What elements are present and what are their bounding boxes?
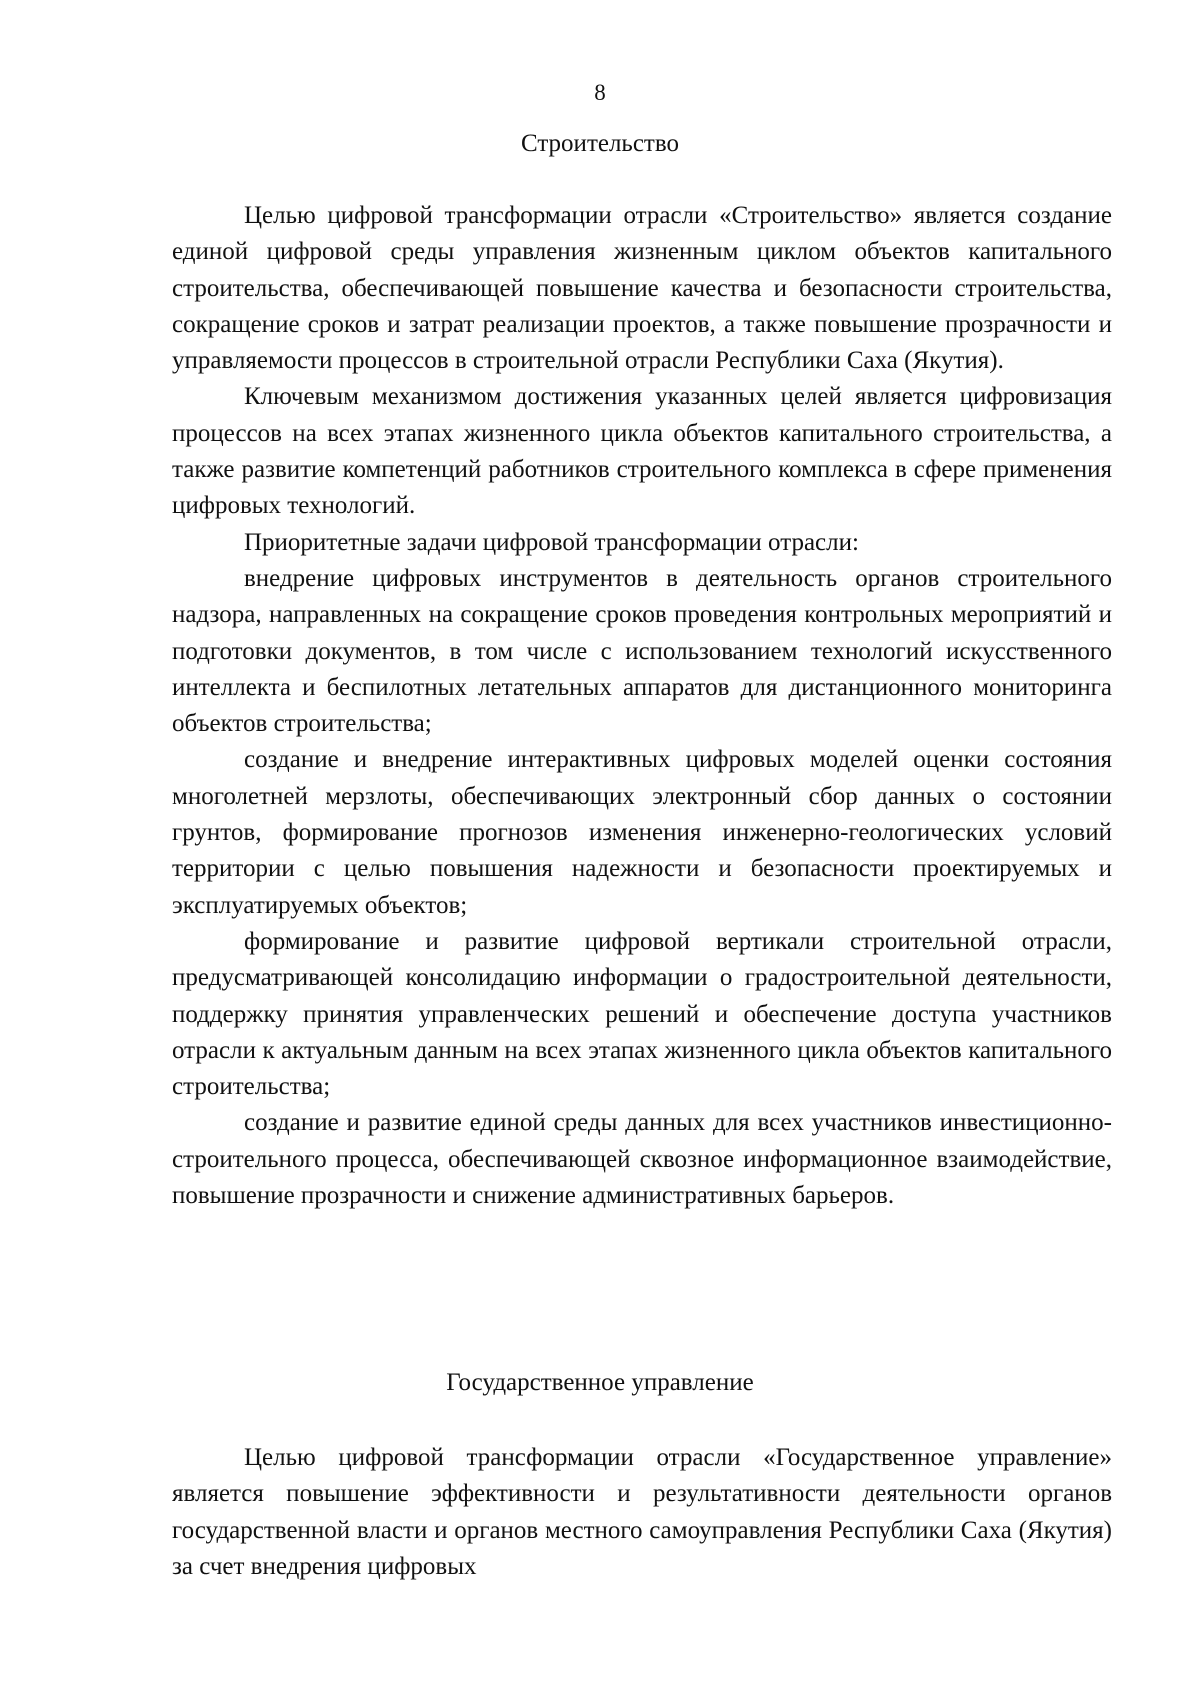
page-number: 8: [594, 80, 606, 105]
section-heading-construction: Строительство: [520, 130, 679, 157]
paragraph: Целью цифровой трансформации отрасли «Государственное управление» является повышение эффективности и результативности деятельности органов государственной власти и органов местного самоуправления Республики Саха (Якутия) за счет внедрения цифровых: [172, 1444, 1112, 1580]
paragraph: Ключевым механизмом достижения указанных целей является цифровизация процессов на всех этапах жизненного цикла объектов капитального строительства, а также развитие компетенций работников строительного комплекса в сфере применения цифровых технологий.: [172, 383, 1112, 520]
paragraph: создание и внедрение интерактивных цифровых моделей оценки состояния многолетней мерзлоты, обеспечивающих электронный сбор данных о состоянии грунтов, формирование прогнозов изменения инженерно-геологических условий территории с целью повышения надежности и безопасности проектируемых и эксплуатируемых объектов;: [172, 746, 1112, 919]
section-heading-public-administration: Государственное управление: [446, 1369, 754, 1396]
section-body-public-administration: [172, 1440, 1112, 1585]
section-body-construction: [172, 198, 1112, 1214]
paragraph: внедрение цифровых инструментов в деятельность органов строительного надзора, направленных на сокращение сроков проведения контрольных мероприятий и подготовки документов, в том числе с использованием технологий искусственного интеллекта и беспилотных летательных аппаратов для дистанционного мониторинга объектов строительства;: [172, 564, 1112, 738]
paragraph: создание и развитие единой среды данных для всех участников инвестиционно-строительного процесса, обеспечивающей сквозное информационное взаимодействие, повышение прозрачности и снижение административных барьеров.: [172, 1109, 1112, 1210]
paragraph: формирование и развитие цифровой вертикали строительной отрасли, предусматривающей консолидацию информации о градостроительной деятельности, поддержку принятия управленческих решений и обеспечение доступа участников отрасли к актуальным данным на всех этапах жизненного цикла объектов капитального строительства;: [172, 927, 1112, 1101]
paragraph: Приоритетные задачи цифровой трансформации отрасли:: [244, 528, 859, 556]
paragraph: Целью цифровой трансформации отрасли «Строительство» является создание единой цифровой среды управления жизненным циклом объектов капитального строительства, обеспечивающей повышение качества и безопасности строительства, сокращение сроков и затрат реализации проектов, а также повышение прозрачности и управляемости процессов в строительной отрасли Республики Саха (Якутия).: [172, 202, 1112, 375]
